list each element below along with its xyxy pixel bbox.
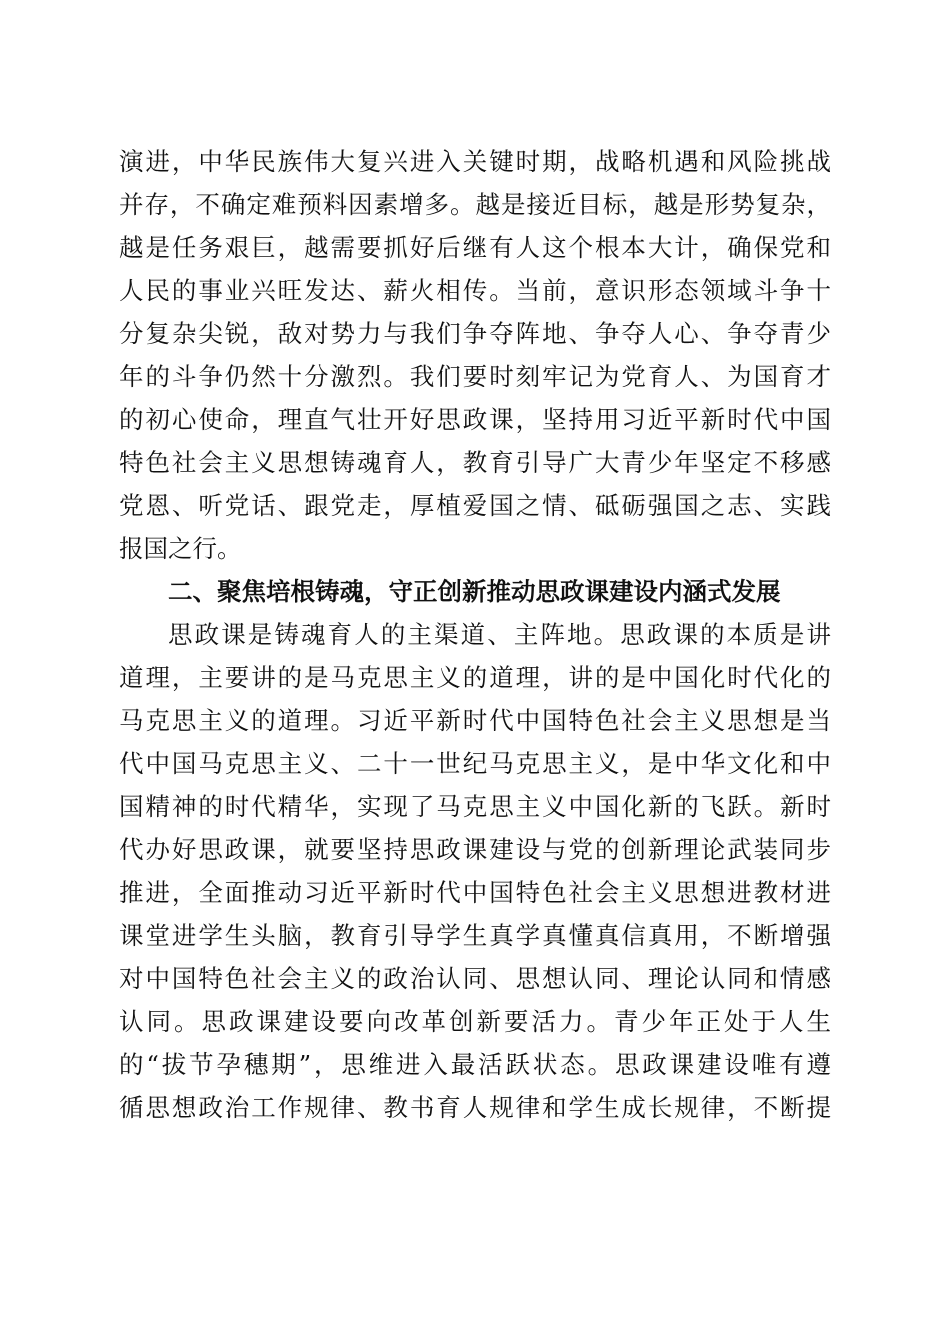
paragraph-line: 循思想政治工作规律、教书育人规律和学生成长规律，不断提	[119, 1093, 831, 1122]
paragraph-line: 代办好思政课，就要坚持思政课建设与党的创新理论武装同步	[119, 835, 831, 864]
paragraph-line: 的“拔节孕穗期”，思维进入最活跃状态。思政课建设唯有遵	[119, 1050, 831, 1079]
paragraph-line: 人民的事业兴旺发达、薪火相传。当前，意识形态领域斗争十	[119, 276, 831, 305]
paragraph-line: 对中国特色社会主义的政治认同、思想认同、理论认同和情感	[119, 964, 831, 993]
paragraph-line: 道理，主要讲的是马克思主义的道理，讲的是中国化时代化的	[119, 663, 831, 692]
paragraph-section-two	[119, 613, 831, 1129]
paragraph-line: 推进，全面推动习近平新时代中国特色社会主义思想进教材进	[119, 878, 831, 907]
paragraph-line: 特色社会主义思想铸魂育人，教育引导广大青少年坚定不移感	[119, 448, 831, 477]
paragraph-line: 思政课是铸魂育人的主渠道、主阵地。思政课的本质是讲	[168, 620, 831, 649]
paragraph-line: 课堂进学生头脑，教育引导学生真学真懂真信真用，不断增强	[119, 921, 831, 950]
paragraph-line: 年的斗争仍然十分激烈。我们要时刻牢记为党育人、为国育才	[119, 362, 831, 391]
paragraph-continuation	[119, 140, 831, 570]
paragraph-line: 的初心使命，理直气壮开好思政课，坚持用习近平新时代中国	[119, 405, 831, 434]
section-heading: 二、聚焦培根铸魂，守正创新推动思政课建设内涵式发展	[168, 577, 781, 606]
paragraph-line: 越是任务艰巨，越需要抓好后继有人这个根本大计，确保党和	[119, 233, 831, 262]
paragraph-line: 马克思主义的道理。习近平新时代中国特色社会主义思想是当	[119, 706, 831, 735]
paragraph-line: 国精神的时代精华，实现了马克思主义中国化新的飞跃。新时	[119, 792, 831, 821]
document-body	[119, 140, 831, 1129]
paragraph-line: 报国之行。	[119, 534, 242, 563]
paragraph-line: 党恩、听党话、跟党走，厚植爱国之情、砥砺强国之志、实践	[119, 491, 831, 520]
paragraph-line: 并存，不确定难预料因素增多。越是接近目标，越是形势复杂，	[119, 190, 831, 219]
paragraph-line: 演进，中华民族伟大复兴进入关键时期，战略机遇和风险挑战	[119, 147, 831, 176]
paragraph-line: 代中国马克思主义、二十一世纪马克思主义，是中华文化和中	[119, 749, 831, 778]
paragraph-line: 分复杂尖锐，敌对势力与我们争夺阵地、争夺人心、争夺青少	[119, 319, 831, 348]
paragraph-line: 认同。思政课建设要向改革创新要活力。青少年正处于人生	[119, 1007, 831, 1036]
